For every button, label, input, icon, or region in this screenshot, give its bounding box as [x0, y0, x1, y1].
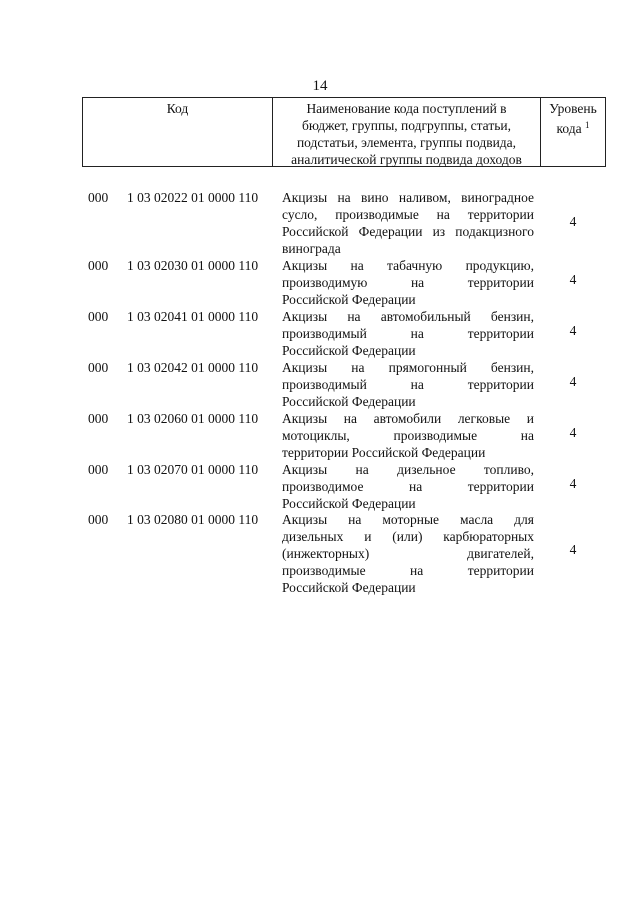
revenue-name [282, 189, 534, 257]
admin-code: 000 [88, 360, 109, 375]
revenue-name-line: Акцизы на прямогонный бензин, [282, 360, 534, 375]
revenue-name-line: Акцизы на вино наливом, виноградное [282, 190, 534, 205]
revenue-name-line: Российской Федерации [282, 292, 416, 307]
revenue-name-line: Акцизы на автомобильный бензин, [282, 309, 534, 324]
revenue-name-line: Российской Федерации [282, 496, 416, 511]
admin-code: 000 [88, 462, 109, 477]
page-number: 14 [312, 78, 328, 94]
revenue-name-line: Акцизы на автомобили легковые и [282, 411, 534, 426]
revenue-name-line: Акцизы на моторные масла для [282, 512, 534, 527]
revenue-name-line: Акцизы на табачную продукцию, [282, 258, 534, 273]
header-name-line: аналитической группы подвида доходов [291, 152, 522, 167]
revenue-name-line: производимые на территории [282, 563, 534, 578]
admin-code: 000 [88, 258, 109, 273]
revenue-name [282, 359, 534, 410]
revenue-name-line: мотоциклы, производимые на [282, 428, 534, 443]
header-name-line: бюджет, группы, подгруппы, статьи, [302, 118, 511, 133]
revenue-name-line: винограда [282, 241, 341, 256]
admin-code: 000 [88, 512, 109, 527]
header-level-line1: Уровень [549, 101, 597, 116]
revenue-name [282, 257, 534, 308]
code-level: 4 [569, 323, 577, 338]
header-name-line: подстатьи, элемента, группы подвида, [296, 135, 517, 150]
revenue-name-line: Российской Федерации [282, 580, 416, 595]
code-level: 4 [569, 214, 577, 229]
header-code: Код [83, 98, 273, 166]
admin-code: 000 [88, 190, 109, 205]
code-level: 4 [569, 374, 577, 389]
revenue-name [282, 511, 534, 596]
revenue-name-line: сусло, производимые на территории [282, 207, 534, 222]
revenue-code: 1 03 02070 01 0000 110 [127, 462, 259, 477]
code-level: 4 [569, 425, 577, 440]
revenue-name-line: производимое на территории [282, 479, 534, 494]
revenue-name-line: Российской Федерации [282, 343, 416, 358]
admin-code: 000 [88, 411, 109, 426]
revenue-code: 1 03 02080 01 0000 110 [127, 512, 259, 527]
revenue-name-line: Российской Федерации из подакцизного [282, 224, 534, 239]
header-name-line: Наименование кода поступлений в [306, 101, 507, 116]
code-level: 4 [569, 542, 577, 557]
revenue-name-line: дизельных и (или) карбюраторных [282, 529, 534, 544]
footnote-marker: 1 [584, 120, 590, 130]
revenue-name [282, 461, 534, 512]
revenue-name-line: производимую на территории [282, 275, 534, 290]
revenue-name-line: производимый на территории [282, 377, 534, 392]
revenue-name-line: Российской Федерации [282, 394, 416, 409]
code-level: 4 [569, 272, 577, 287]
header-level-text: кода [556, 121, 582, 136]
admin-code: 000 [88, 309, 109, 324]
revenue-name-line: Акцизы на дизельное топливо, [282, 462, 534, 477]
revenue-name [282, 308, 534, 359]
revenue-name-line: производимый на территории [282, 326, 534, 341]
code-level: 4 [569, 476, 577, 491]
revenue-code: 1 03 02060 01 0000 110 [127, 411, 259, 426]
revenue-name [282, 410, 534, 461]
revenue-code: 1 03 02041 01 0000 110 [127, 309, 259, 324]
revenue-code: 1 03 02022 01 0000 110 [127, 190, 259, 205]
revenue-code: 1 03 02030 01 0000 110 [127, 258, 259, 273]
revenue-name-line: территории Российской Федерации [282, 445, 486, 460]
revenue-code: 1 03 02042 01 0000 110 [127, 360, 259, 375]
revenue-name-line: (инжекторных) двигателей, [282, 546, 534, 561]
